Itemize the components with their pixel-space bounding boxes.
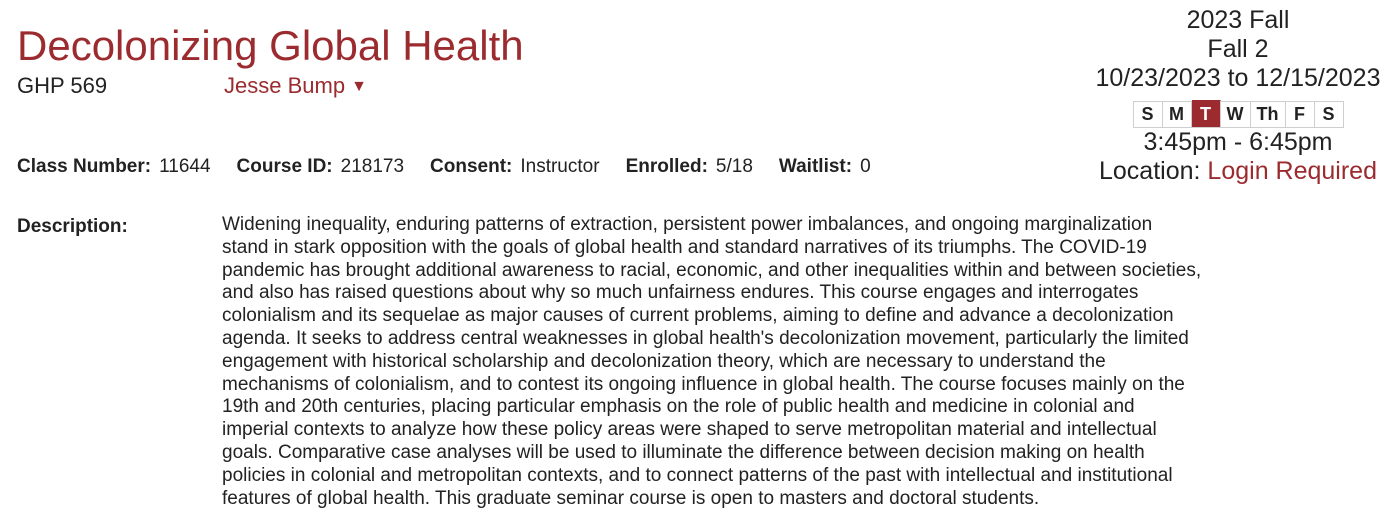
course-code: GHP 569 bbox=[17, 73, 108, 98]
class-number bbox=[17, 154, 211, 180]
day-sunday: S bbox=[1134, 102, 1163, 127]
day-thursday: Th bbox=[1251, 102, 1286, 127]
schedule-panel bbox=[1086, 6, 1390, 186]
instructor-name[interactable]: Jesse Bump bbox=[224, 73, 346, 98]
waitlist-label: Waitlist: bbox=[778, 156, 853, 177]
day-tuesday: T bbox=[1192, 100, 1221, 127]
consent-label: Consent: bbox=[430, 156, 513, 177]
waitlist bbox=[779, 154, 871, 180]
consent bbox=[430, 154, 600, 180]
caret-down-icon[interactable]: ▼ bbox=[351, 78, 367, 95]
login-required-link[interactable]: Login Required bbox=[1207, 157, 1377, 185]
day-monday: M bbox=[1163, 102, 1192, 127]
enrolled-label: Enrolled: bbox=[625, 156, 708, 177]
enrolled-value: 5/18 bbox=[715, 156, 753, 177]
location-label: Location: bbox=[1099, 157, 1201, 185]
description-text: Widening inequality, enduring patterns of extraction, persistent power imbalances, and ongoing marginalization stand in stark opposition with the goals of global health and standard narratives of its triumphs. The COVID-19 pandemic has brought additional awareness to racial, economic, and other inequalities within and between societies, and also has raised questions about why so much unfairness endures. This course engages and interrogates colonialism and its sequelae as major causes of current problems, aiming to define and advance a decolonization agenda. It seeks to address central weaknesses in global health's decolonization movement, particularly the limited engagement with historical scholarship and decolonization theory, which are necessary to understand the mechanisms of colonialism, and to contest its ongoing influence in global health. The course focuses mainly on the 19th and 20th centuries, placing particular emphasis on the role of public health and medicine in colonial and imperial contexts to analyze how these policy areas were shaped to serve metropolitan material and intellectual goals. Comparative case analyses will be used to illuminate the difference between decision making on health policies in colonial and metropolitan contexts, and to connect patterns of the past with intellectual and institutional features of global health. This graduate seminar course is open to masters and doctoral students. bbox=[222, 214, 1202, 509]
description-label: Description: bbox=[17, 216, 128, 237]
course-id-label: Course ID: bbox=[236, 156, 333, 177]
course-id-value: 218173 bbox=[340, 156, 405, 177]
session: Fall 2 bbox=[1207, 35, 1269, 63]
location bbox=[1086, 156, 1390, 186]
term: 2023 Fall bbox=[1186, 6, 1290, 34]
date-range: 10/23/2023 to 12/15/2023 bbox=[1095, 64, 1381, 92]
meeting-days bbox=[1133, 101, 1344, 128]
class-info-row bbox=[17, 154, 897, 180]
instructor-link[interactable] bbox=[224, 72, 367, 101]
meeting-time: 3:45pm - 6:45pm bbox=[1143, 128, 1333, 156]
waitlist-value: 0 bbox=[860, 156, 871, 177]
day-friday: F bbox=[1286, 102, 1315, 127]
enrolled bbox=[626, 154, 753, 180]
class-number-label: Class Number: bbox=[17, 156, 152, 177]
day-wednesday: W bbox=[1221, 102, 1251, 127]
class-number-value: 11644 bbox=[159, 156, 211, 177]
course-title: Decolonizing Global Health bbox=[17, 22, 524, 69]
course-id bbox=[237, 154, 404, 180]
day-saturday: S bbox=[1322, 104, 1335, 124]
consent-value: Instructor bbox=[520, 156, 600, 177]
